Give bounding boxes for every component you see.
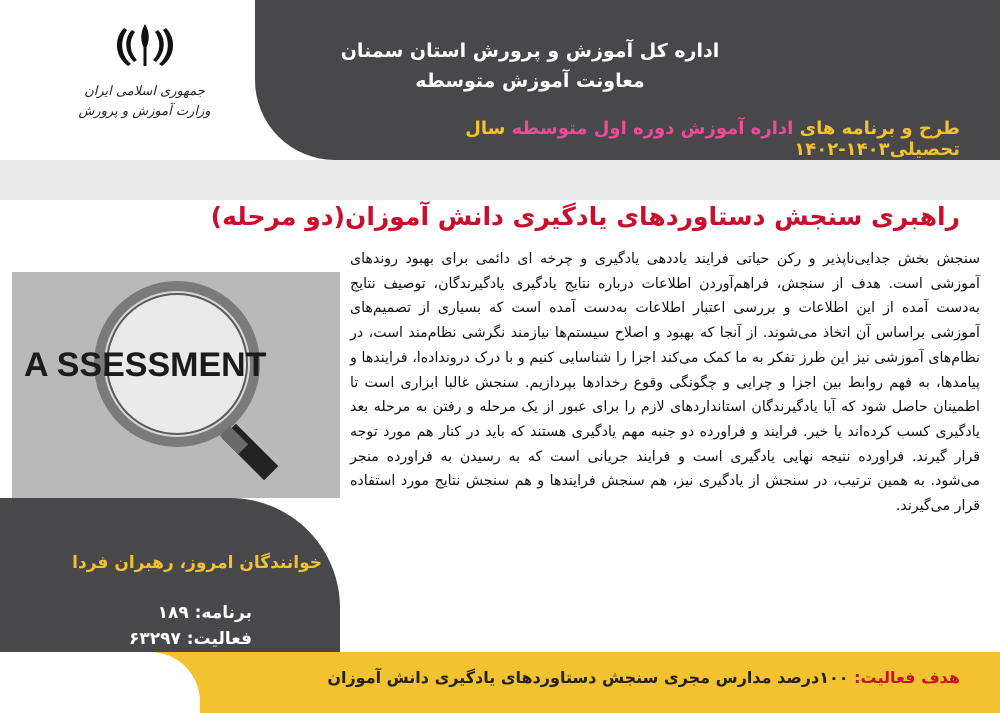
plan-line (320, 118, 960, 160)
iran-emblem-icon (110, 20, 180, 70)
logo-line-2: وزارت آموزش و پرورش (78, 104, 211, 119)
motto: خوانندگان امروز، رهبران فردا (72, 553, 322, 573)
header (310, 36, 750, 96)
logo-line-1: جمهوری اسلامی ایران (84, 84, 205, 99)
program-info (22, 600, 252, 652)
gray-band (0, 160, 1000, 200)
activity-number: فعالیت: ۶۳۲۹۷ (128, 629, 252, 649)
activity-goal (230, 668, 960, 687)
deputy-title: معاونت آموزش متوسطه (415, 70, 645, 92)
ministry-logo (72, 20, 217, 140)
plan-suffix: سال تحصیلی۱۴۰۳-۱۴۰۲ (465, 118, 960, 160)
magnifier-icon (12, 272, 340, 498)
org-title: اداره کل آموزش و پرورش استان سمنان (340, 40, 720, 62)
goal-label: هدف فعالیت: (854, 668, 960, 687)
bottom-corner (0, 652, 200, 713)
plan-prefix: طرح و برنامه های (799, 118, 960, 139)
photo-word: A SSESSMENT (24, 346, 267, 384)
page-title: راهبری سنجش دستاوردهای یادگیری دانش آموزان(دو مرحله) (210, 202, 960, 231)
goal-text: ۱۰۰درصد مدارس مجری سنجش دستاوردهای یادگیری دانش آموزان (327, 668, 855, 687)
body-paragraph: سنجش بخش جدایی‌ناپذیر و رکن حیاتی فرایند یاددهی یادگیری و چرخه ای دائمی برای بهبود روندهای آموزشی است. هدف از سنجش، فراهم‌آوردن اطلاعات درباره نتایج یادگیری یادگیرندگان، توصیف نتایج به‌دست آمده از این اطلاعات و بررسی اعتبار اطلاعات به‌دست آمده است که بسیاری از تصمیم‌های آموزشی براساس آن اتخاذ می‌شوند. از آنجا که بهبود و اصلاح سیستم‌ها نیازمند نگرشی نظام‌مند است، در نظام‌های آموزشی نیز این طرز تفکر به ما کمک می‌کند اجزا را شناسایی کنیم و با درک درونداده‌ا، فرایندها و پیامدها، به فهم روابط بین اجزا و چرایی و چگونگی وقوع رخدادها بپردازیم. سنجش غالبا ابزاری است تا اطمینان حاصل شود که آیا یادگیرندگان استانداردهای لازم را برای عبور از یک مرحله و رفتن به مرحله بعد یادگیری کسب کرده‌اند یا خیر. فرایند و فراورده دو جنبه مهم یادگیری هستند که باید در کنار هم مورد توجه قرار گیرند. فراورده نتیجه نهایی یادگیری است و فرایند جریانی است که به رسیدن به فراورده منجر می‌شود. به همین ترتیب، در سنجش از یادگیری نیز، هم سنجش فرایندها و هم سنجش نتایج مورد استفاده قرار می‌گیرند. (350, 251, 980, 515)
plan-highlight: اداره آموزش دوره اول متوسطه (511, 118, 794, 139)
program-number: برنامه: ۱۸۹ (157, 603, 252, 623)
assessment-photo (12, 272, 340, 498)
